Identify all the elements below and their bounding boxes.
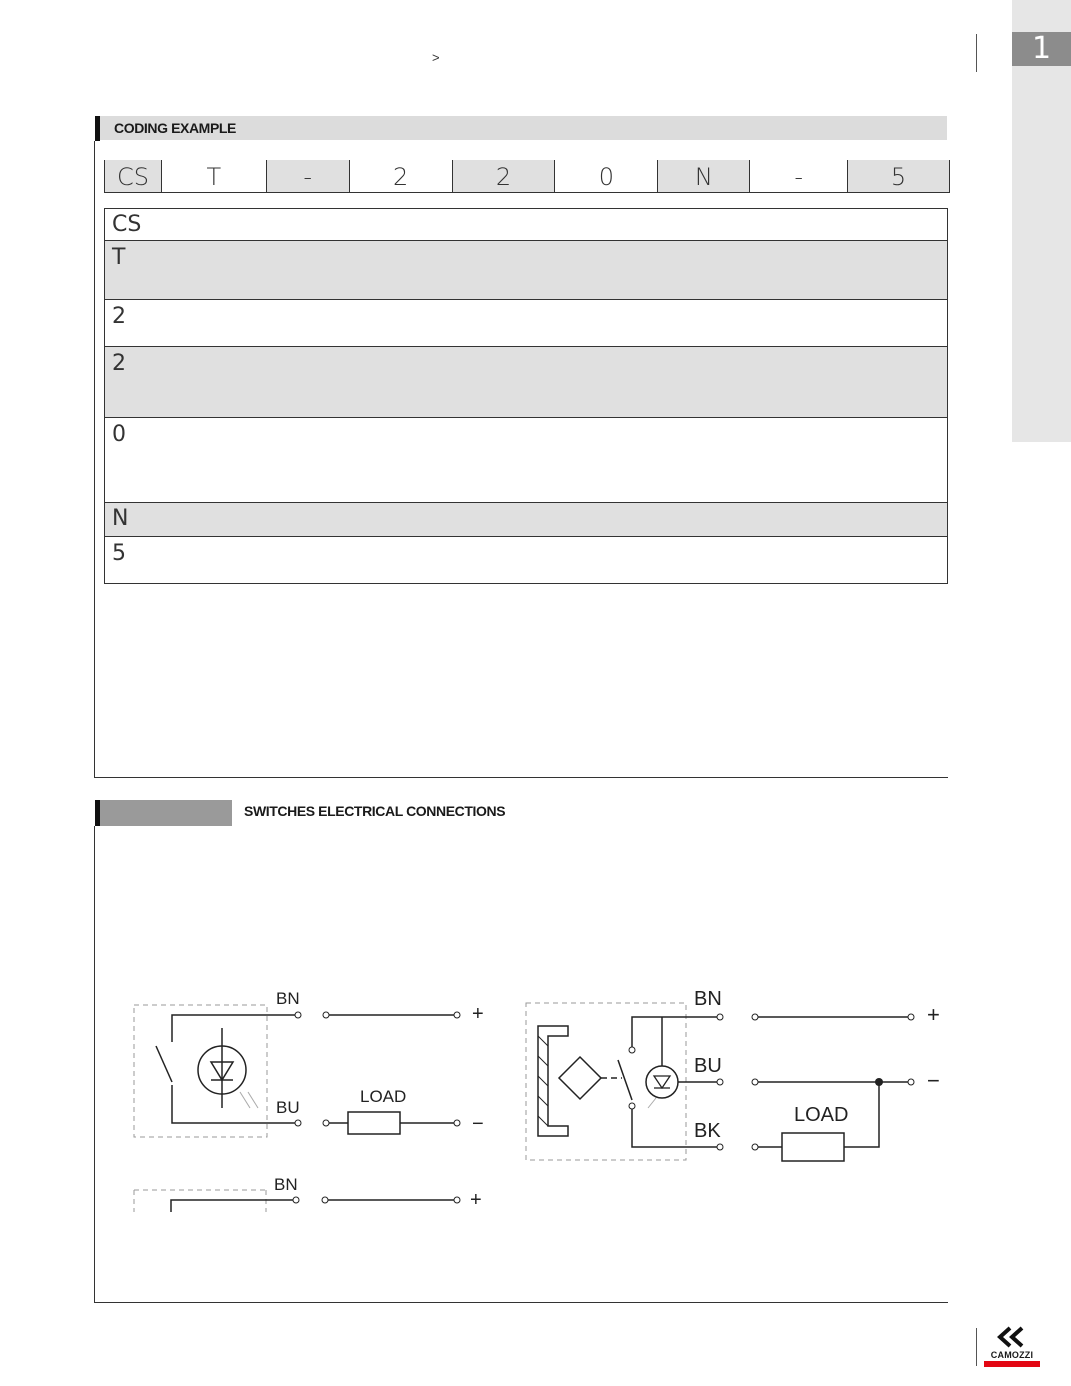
code-cell: - bbox=[266, 160, 349, 192]
row-code: 2 bbox=[112, 351, 126, 376]
bu-label: BU bbox=[276, 1098, 300, 1117]
row-code: 5 bbox=[112, 541, 126, 566]
code-cell: 5 bbox=[847, 160, 950, 192]
section-label-block bbox=[100, 800, 232, 826]
table-row bbox=[105, 241, 947, 300]
chapter-number: 1 bbox=[1012, 32, 1071, 66]
switch-contact bbox=[618, 1060, 632, 1100]
load-box bbox=[348, 1112, 400, 1134]
footer-divider bbox=[976, 1328, 977, 1366]
bn-label: BN bbox=[274, 1175, 298, 1194]
table-row bbox=[105, 418, 947, 503]
code-cell: T bbox=[161, 160, 266, 192]
table-row bbox=[105, 300, 947, 347]
wiring-diagram-hall bbox=[522, 982, 952, 1164]
led-symbol bbox=[646, 1066, 678, 1098]
bn-label: BN bbox=[276, 989, 300, 1008]
code-cell: N bbox=[657, 160, 749, 192]
code-cell: 0 bbox=[554, 160, 657, 192]
connections-title: SWITCHES ELECTRICAL CONNECTIONS bbox=[244, 803, 506, 819]
row-code: 2 bbox=[112, 304, 126, 329]
breadcrumb: > bbox=[432, 50, 440, 65]
row-code: 0 bbox=[112, 422, 126, 447]
bu-label: BU bbox=[694, 1055, 722, 1077]
wiring-diagram-reed bbox=[120, 980, 500, 1140]
coding-example-title: CODING EXAMPLE bbox=[100, 116, 947, 140]
switch-contact bbox=[156, 1046, 172, 1082]
load-box bbox=[782, 1133, 844, 1161]
plus-label: + bbox=[470, 1189, 482, 1211]
wiring-diagram-partial bbox=[120, 1170, 500, 1214]
row-code: T bbox=[112, 245, 126, 270]
sensor-symbol bbox=[559, 1057, 601, 1099]
plus-label: + bbox=[927, 1002, 940, 1027]
logo-wordmark: CAMOZZI bbox=[990, 1350, 1034, 1360]
camozzi-logo-icon bbox=[996, 1326, 1026, 1348]
table-row bbox=[105, 503, 947, 537]
code-cell: 2 bbox=[452, 160, 555, 192]
table-row bbox=[105, 209, 947, 241]
code-row bbox=[104, 160, 950, 193]
bk-label: BK bbox=[694, 1120, 721, 1142]
table-row bbox=[105, 537, 947, 583]
coding-table bbox=[104, 208, 948, 584]
table-row bbox=[105, 347, 947, 418]
chapter-tab bbox=[1012, 0, 1071, 442]
row-code: N bbox=[112, 506, 129, 531]
code-cell: 2 bbox=[349, 160, 452, 192]
header-divider bbox=[976, 34, 977, 72]
minus-label: − bbox=[472, 1113, 484, 1135]
code-cell: - bbox=[749, 160, 847, 192]
plus-label: + bbox=[472, 1003, 484, 1025]
code-cell: CS bbox=[104, 160, 161, 192]
minus-label: − bbox=[927, 1068, 940, 1093]
load-label: LOAD bbox=[360, 1087, 407, 1106]
row-code: CS bbox=[112, 212, 142, 237]
logo-accent-bar bbox=[984, 1361, 1040, 1367]
bn-label: BN bbox=[694, 988, 722, 1010]
load-label: LOAD bbox=[794, 1104, 849, 1126]
